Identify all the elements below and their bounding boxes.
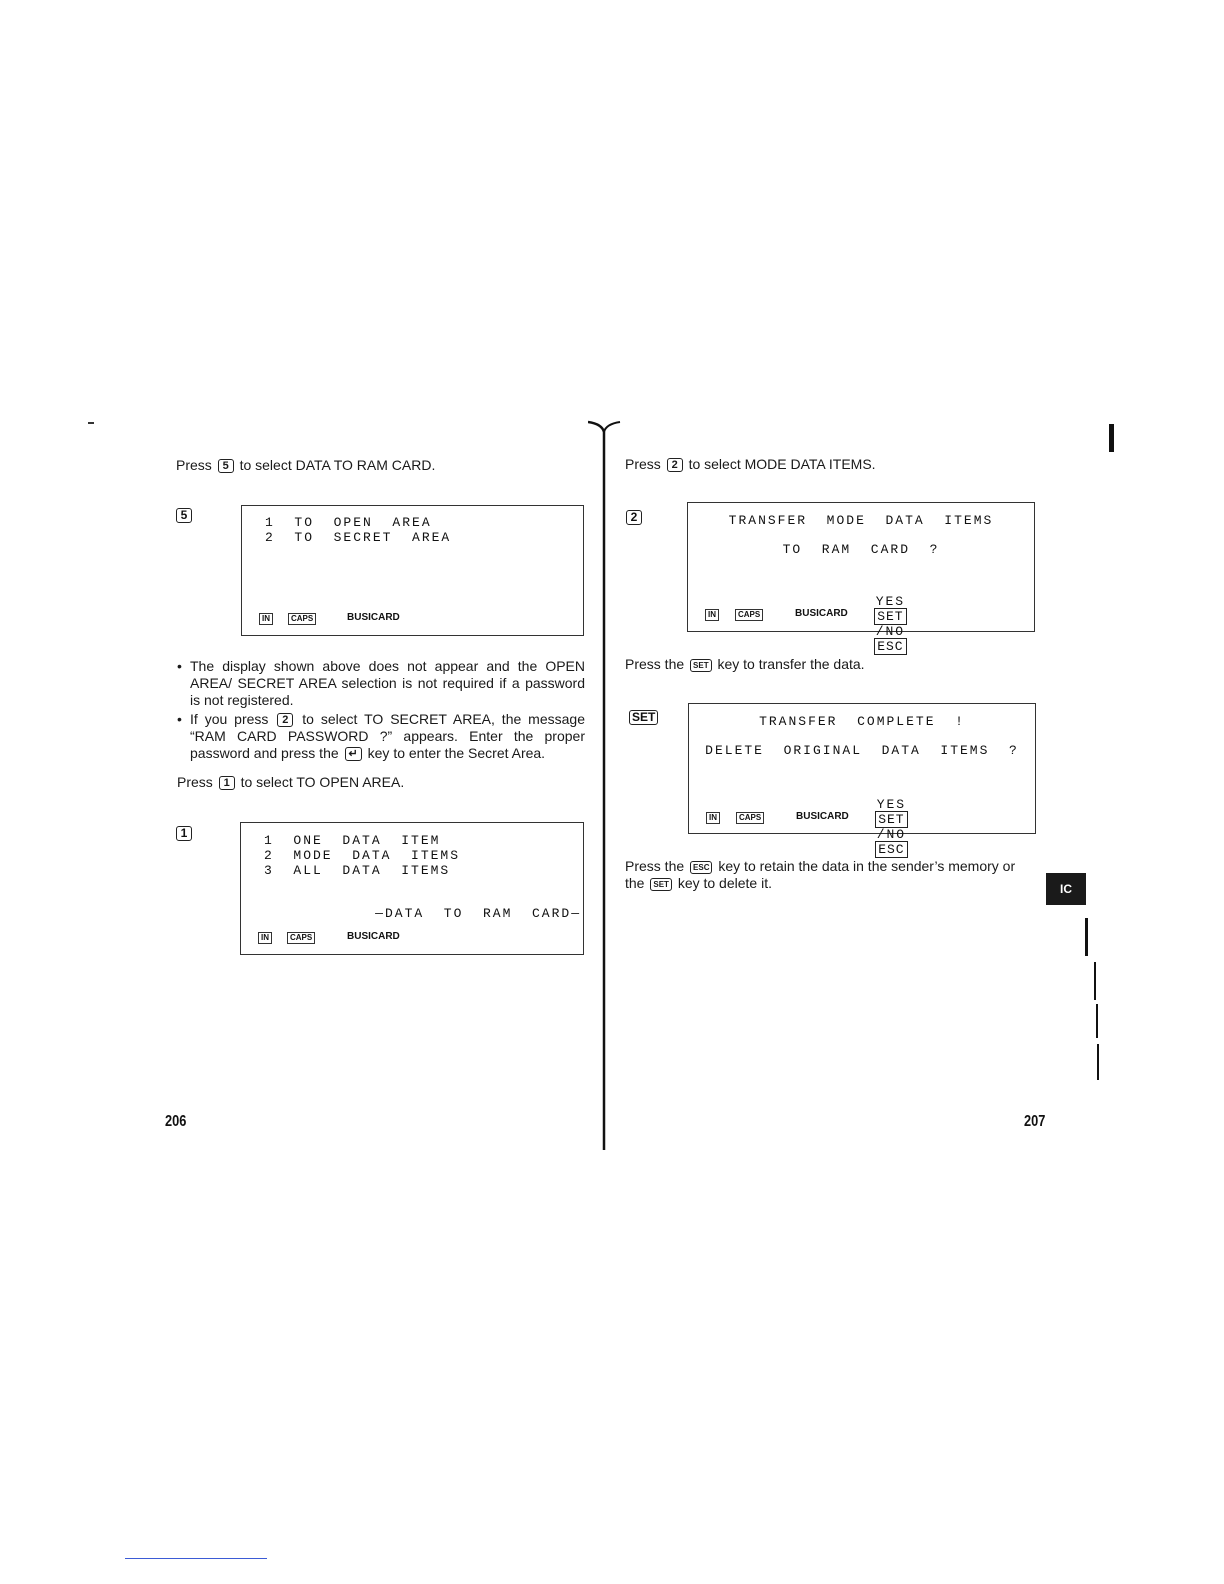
lcd-screen-data-select bbox=[240, 822, 584, 955]
right-page-number: 207 bbox=[1024, 1113, 1046, 1130]
right-step2-key-marker: SET bbox=[629, 710, 658, 725]
esc-key-label: ESC bbox=[874, 638, 906, 655]
lcd-screen-transfer-complete bbox=[688, 703, 1036, 857]
left-step2-key-marker: 1 bbox=[176, 826, 192, 841]
left-notes bbox=[177, 658, 585, 764]
caps-indicator: CAPS bbox=[288, 613, 316, 625]
in-indicator: IN bbox=[258, 932, 272, 944]
right-step1-instruction: Press 2 to select MODE DATA ITEMS. bbox=[625, 456, 876, 472]
edge-mark bbox=[1096, 1004, 1098, 1038]
set-key-label: SET bbox=[875, 811, 907, 828]
note-item: • The display shown above does not appear and the OPEN AREA/ SECRET AREA selection is not required if a password is not registered. bbox=[177, 658, 585, 709]
lcd-yes-no-prompt: YES SET /NO ESC bbox=[875, 594, 906, 654]
busicard-indicator: BUSICARD bbox=[796, 811, 849, 822]
caps-indicator: CAPS bbox=[736, 812, 764, 824]
busicard-indicator: BUSICARD bbox=[347, 931, 400, 942]
lcd-line-2: 2 MODE DATA ITEMS bbox=[264, 848, 461, 863]
lcd-screen-transfer-confirm bbox=[687, 502, 1035, 654]
in-indicator: IN bbox=[259, 613, 273, 625]
busicard-indicator: BUSICARD bbox=[795, 608, 848, 619]
edge-mark bbox=[88, 422, 94, 424]
edge-mark bbox=[1109, 424, 1114, 452]
key-5: 5 bbox=[218, 459, 234, 473]
lcd-line-1: 1 ONE DATA ITEM bbox=[264, 833, 441, 848]
lcd-line-2: 2 TO SECRET AREA bbox=[265, 530, 452, 545]
lcd-line-3: 3 ALL DATA ITEMS bbox=[264, 863, 451, 878]
set-key-icon: SET bbox=[650, 878, 672, 891]
lcd-line-1: 1 TO OPEN AREA bbox=[265, 515, 432, 530]
enter-key-icon: ↵ bbox=[345, 747, 362, 761]
caps-indicator: CAPS bbox=[287, 932, 315, 944]
section-tab-ic: IC bbox=[1046, 873, 1086, 905]
key-2: 2 bbox=[277, 713, 293, 727]
esc-key-label: ESC bbox=[875, 841, 907, 858]
key-1: 1 bbox=[219, 776, 235, 790]
edge-mark bbox=[1085, 918, 1088, 956]
lcd-line-1: TRANSFER COMPLETE ! bbox=[759, 714, 965, 729]
lcd-screen-area-select bbox=[241, 505, 584, 636]
edge-mark bbox=[1097, 1044, 1099, 1080]
left-step1-key-marker: 5 bbox=[176, 508, 192, 523]
right-step2-instruction: Press the SET key to transfer the data. bbox=[625, 656, 865, 672]
lcd-mode-footer: —DATA TO RAM CARD— bbox=[375, 906, 581, 921]
lcd-line-2: DELETE ORIGINAL DATA ITEMS ? bbox=[705, 743, 1019, 758]
edge-mark bbox=[1094, 962, 1096, 1000]
in-indicator: IN bbox=[705, 609, 719, 621]
note-item: • If you press 2 to select TO SECRET AREA, the message “RAM CARD PASSWORD ?” appears. Enter the proper password and press the ↵ key to enter the Secret Area. bbox=[177, 711, 585, 762]
set-key-label: SET bbox=[874, 608, 906, 625]
left-step1-instruction: Press 5 to select DATA TO RAM CARD. bbox=[176, 457, 436, 473]
right-step1-key-marker: 2 bbox=[626, 510, 642, 525]
set-key-icon: SET bbox=[690, 659, 712, 672]
esc-key-icon: ESC bbox=[690, 861, 712, 874]
right-step3-instruction: Press the ESC key to retain the data in the sender’s memory or the SET key to delete it. bbox=[625, 858, 1016, 891]
in-indicator: IN bbox=[706, 812, 720, 824]
caps-indicator: CAPS bbox=[735, 609, 763, 621]
lcd-line-2: TO RAM CARD ? bbox=[782, 542, 940, 557]
lcd-yes-no-prompt: YES SET /NO ESC bbox=[876, 797, 907, 857]
key-2: 2 bbox=[667, 458, 683, 472]
lcd-line-1: TRANSFER MODE DATA ITEMS bbox=[728, 513, 994, 528]
left-page-number: 206 bbox=[165, 1113, 187, 1130]
left-step2-instruction: Press 1 to select TO OPEN AREA. bbox=[177, 774, 405, 790]
busicard-indicator: BUSICARD bbox=[347, 612, 400, 623]
bottom-rule bbox=[125, 1558, 267, 1559]
